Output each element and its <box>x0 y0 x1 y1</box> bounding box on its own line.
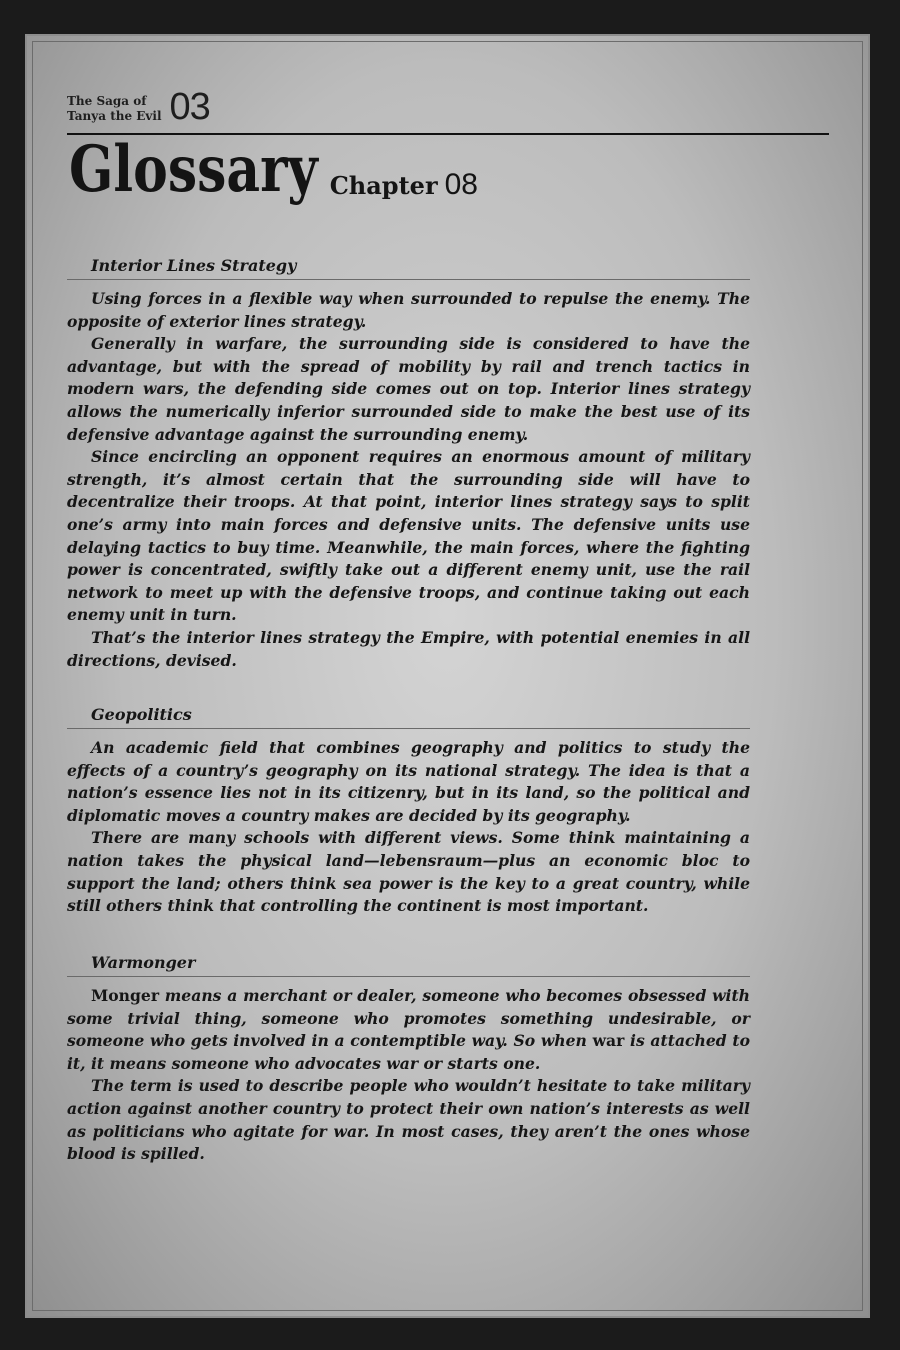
definition-paragraph: Using forces in a flexible way when surrounded to repulse the enemy. The opposite of exterior lines strategy. <box>67 289 750 331</box>
entry-term: Geopolitics <box>67 705 750 729</box>
definition-text: is attached to it, it means someone who advocates war or starts one. <box>67 1031 750 1073</box>
volume-number: 03 <box>169 86 210 128</box>
series-title-line1: The Saga of <box>67 94 147 108</box>
chapter-number: 08 <box>444 168 478 201</box>
title-row <box>69 132 478 208</box>
definition-paragraph: An academic field that combines geography and politics to study the effects of a country’s geography on its national strategy. The idea is that a nation’s essence lies not in its citizenry, but in its land, so the political and diplomatic moves a country makes are decided by its geography. <box>67 738 750 825</box>
entry-term: Interior Lines Strategy <box>67 256 750 280</box>
series-title <box>67 94 162 124</box>
glossary-entry <box>67 705 750 918</box>
entry-definition <box>67 985 750 1166</box>
series-header <box>67 86 210 128</box>
entry-definition <box>67 737 750 918</box>
glossary-entry <box>67 256 750 672</box>
page-title: Glossary <box>69 132 318 207</box>
glossary-entry <box>67 953 750 1166</box>
series-title-line2: Tanya the Evil <box>67 109 162 123</box>
definition-paragraph: Since encircling an opponent requires an enormous amount of military strength, it’s almost certain that the surrounding side will have to decentralize their troops. At that point, interior lines strategy says to split one’s army into main forces and defensive units. The defensive units use delaying tactics to buy time. Meanwhile, the main forces, where the fighting power is concentrated, swiftly take out a different enemy unit, use the rail network to meet up with the defensive troops, and continue taking out each enemy unit in turn. <box>67 447 750 625</box>
definition-paragraph: There are many schools with different views. Some think maintaining a nation takes the physical land—lebensraum—plus an economic bloc to support the land; others think sea power is the key to a great country, while still others think that controlling the continent is most important. <box>67 828 750 916</box>
chapter-label: Chapter <box>329 171 438 200</box>
entry-term: Warmonger <box>67 953 750 977</box>
term-word-monger: Monger <box>91 986 160 1005</box>
term-word-war: war <box>592 1031 625 1051</box>
definition-paragraph <box>67 985 750 1075</box>
definition-paragraph: That’s the interior lines strategy the Empire, with potential enemies in all directions, devised. <box>67 627 750 670</box>
definition-paragraph: The term is used to describe people who wouldn’t hesitate to take military action against another country to protect their own nation’s interests as well as politicians who agitate for war. In most cases, they aren’t the ones whose blood is spilled. <box>67 1076 750 1164</box>
definition-text: means a merchant or dealer, someone who becomes obsessed with some trivial thing, someone who promotes something undesirable, or someone who gets involved in a contemptible way. So when <box>67 986 750 1051</box>
definition-paragraph: Generally in warfare, the surrounding side is considered to have the advantage, but with the spread of mobility by rail and trench tactics in modern wars, the defending side comes out on top. Interior lines strategy allows the numerically inferior surrounded side to make the best use of its defensive advantage against the surrounding enemy. <box>67 334 750 444</box>
book-page <box>25 34 870 1318</box>
entry-definition <box>67 288 750 672</box>
